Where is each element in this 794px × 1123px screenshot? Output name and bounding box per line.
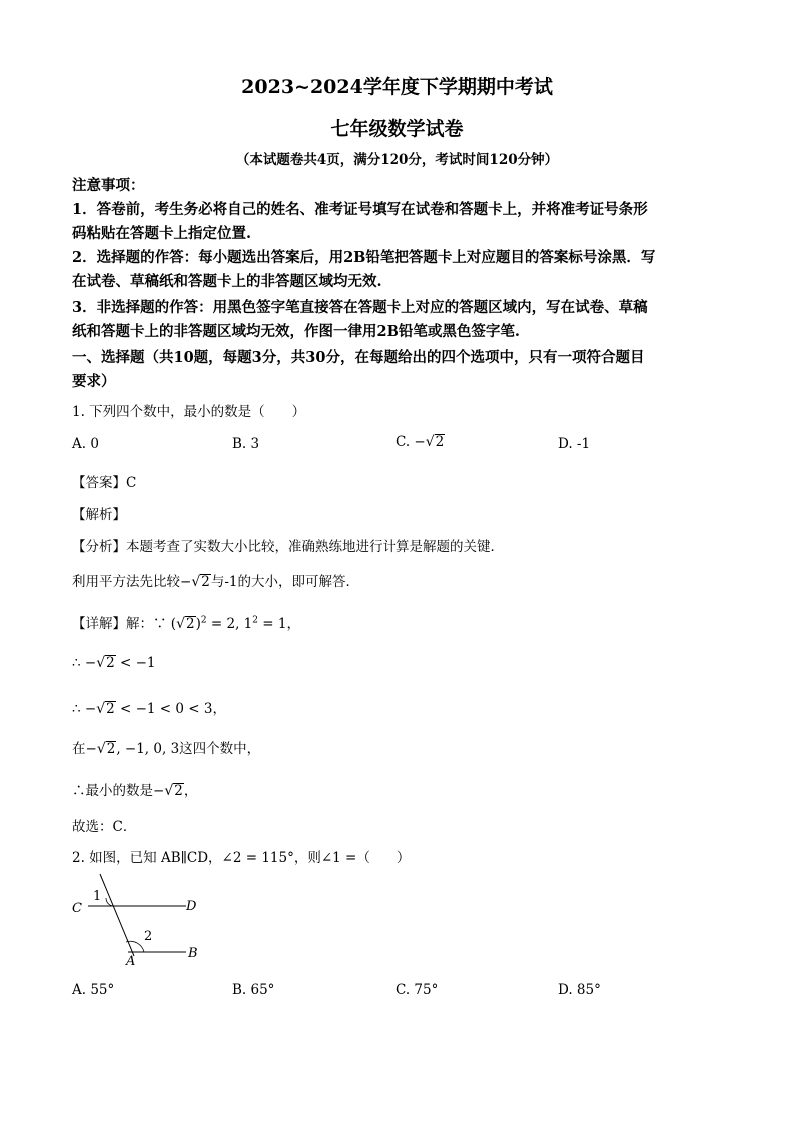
- section1-heading-line1: 一、选择题（共10题，每题3分，共30分，在每题给出的四个选项中，只有一项符合题目: [72, 349, 645, 366]
- q1-method-line: 利用平方法先比较−√2与-1的大小，即可解答．: [72, 574, 359, 590]
- exam-title: 2023~2024学年度下学期期中考试: [241, 76, 553, 98]
- q1-option-c-radicand: 2: [435, 434, 445, 450]
- q1-option-c: C. −√2: [396, 434, 445, 450]
- detail-tag: 【详解】: [72, 616, 126, 632]
- q1-answer-line: [72, 471, 136, 491]
- note-2-line1: 2．选择题的作答：每小题选出答案后，用2B铅笔把答题卡上对应题目的答案标号涂黑．写: [72, 249, 656, 266]
- q1-step1-post: < −1: [115, 655, 156, 671]
- q1-option-d: D. -1: [558, 436, 591, 452]
- q1-answer: C: [126, 475, 137, 491]
- q2-option-b: B. 65°: [232, 982, 275, 998]
- q1-fenxi-text: 本题考查了实数大小比较，准确熟练地进行计算是解题的关键．: [126, 539, 504, 555]
- q1-step3-radicand: 2: [106, 741, 116, 757]
- q1-method-post: 与-1的大小，即可解答．: [210, 574, 359, 590]
- note-1-line1: 1．答卷前，考生务必将自己的姓名、准考证号填写在试卷和答题卡上，并将准考证号条形: [72, 201, 648, 218]
- q1-analysis-tag: 【解析】: [72, 507, 126, 523]
- transversal-line: [100, 874, 134, 956]
- q1-step1-pre: ∴ −: [72, 655, 97, 671]
- q1-step1-radicand: 2: [106, 655, 115, 671]
- q1-step4-radicand: 2: [174, 783, 183, 799]
- q1-detail-line: 【详解】解：∵ $(√2)^2 = 2$, $1^2 = 1$，: [72, 615, 300, 632]
- label-c: C: [72, 901, 82, 916]
- q1-step2: ∴ −√2 < −1 < 0 < 3，: [72, 701, 226, 717]
- q2-parallel-lines-figure: [60, 868, 220, 968]
- q1-stem: 1. 下列四个数中，最小的数是（ ）: [72, 404, 306, 420]
- note-2-line2: 在试卷、草稿纸和答题卡上的非答题区域均无效.: [72, 273, 382, 290]
- note-3-line2: 纸和答题卡上的非答题区域均无效，作图一律用2B铅笔或黑色签字笔.: [72, 323, 520, 340]
- section1-heading-line2: 要求）: [72, 373, 116, 390]
- q2-option-d: D. 85°: [558, 982, 601, 998]
- label-b: B: [188, 946, 198, 961]
- label-1: 1: [93, 889, 102, 904]
- q1-step4: ∴最小的数是−√2，: [72, 783, 198, 799]
- note-3-line1: 3．非选择题的作答：用黑色签字笔直接答在答题卡上对应的答题区域内，写在试卷、草稿: [72, 299, 648, 316]
- q1-step3-post: , −1, 0, 3这四个数中，: [116, 741, 261, 757]
- label-d: D: [186, 899, 197, 914]
- q1-method-radicand: 2: [201, 574, 210, 590]
- q1-option-c-prefix: C. −: [396, 434, 426, 450]
- q1-fenxi-line: [72, 535, 504, 555]
- answer-tag: 【答案】: [72, 475, 126, 491]
- q1-method-pre: 利用平方法先比较: [72, 574, 180, 590]
- q1-option-a: A. 0: [72, 436, 99, 452]
- q1-method-neg: −: [180, 574, 192, 590]
- q1-step2-pre: ∴ −: [72, 701, 97, 717]
- q1-step4-post: ，: [183, 783, 198, 799]
- q1-step3-pre: 在−: [72, 741, 97, 757]
- q1-detail-mid: = 2, 1: [206, 616, 253, 632]
- q1-detail-end: = 1，: [257, 616, 300, 632]
- note-1-line2: 码粘贴在答题卡上指定位置.: [72, 225, 252, 242]
- q2-option-c: C. 75°: [396, 982, 439, 998]
- q1-detail-close: ): [195, 616, 201, 632]
- q1-detail-pre: 解：∵ (: [126, 616, 177, 632]
- q1-step2-post: < −1 < 0 < 3，: [115, 701, 226, 717]
- label-a: A: [126, 954, 136, 968]
- q1-option-b: B. 3: [232, 436, 260, 452]
- exam-grade-title: 七年级数学试卷: [330, 118, 464, 140]
- q1-choose: 故选：C．: [72, 819, 137, 835]
- q1-detail-exp2: 2: [252, 615, 258, 626]
- notes-heading: 注意事项：: [72, 177, 145, 194]
- q1-detail-radicand: 2: [185, 616, 195, 632]
- q2-option-a: A. 55°: [72, 982, 115, 998]
- q1-step3: 在−√2, −1, 0, 3这四个数中，: [72, 741, 261, 757]
- q1-step1: ∴ −√2 < −1: [72, 655, 156, 671]
- q1-step4-pre: ∴最小的数是−: [72, 783, 165, 799]
- q1-detail-exp1: 2: [200, 615, 207, 626]
- q1-step2-radicand: 2: [106, 701, 115, 717]
- q2-stem: 2. 如图，已知 AB∥CD，∠2 = 115°，则∠1 =（ ）: [72, 850, 411, 866]
- exam-info: （本试题卷共4页，满分120分，考试时间120分钟）: [235, 152, 559, 168]
- fenxi-tag: 【分析】: [72, 539, 126, 555]
- label-2: 2: [144, 929, 153, 944]
